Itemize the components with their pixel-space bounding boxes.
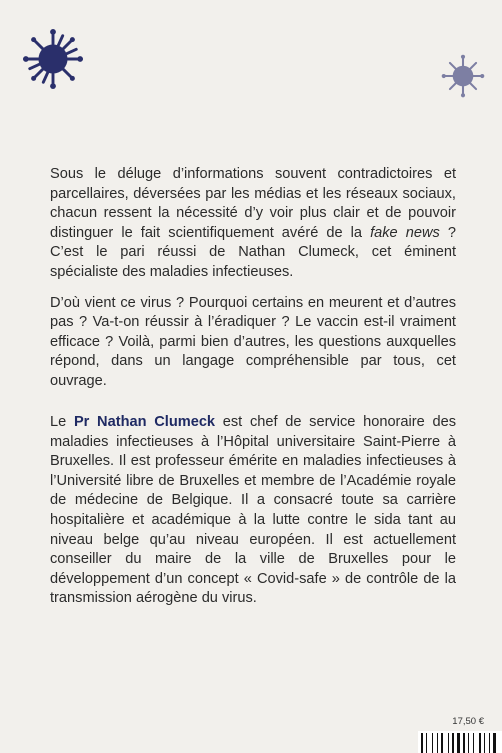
bio-text: est chef de service honoraire des maladies infectieuses à l’Hôpital universitaire Saint-Pierre à Bruxelles. Il est professeur émérite en maladies infectieuses à l’Université libre de Bruxelles et membre de l’Académie royale de médecine de Belgique. Il a consacré toute sa carrière hospitalière et académique à la lutte contre le sida tant au niveau belge qu’au niveau européen. Il est actuellement conseiller du maire de la ville de Bruxelles pour le développement d’un concept « Covid-safe » de contrôle de la transmission aérogène du virus. (50, 414, 456, 607)
barcode-bar (457, 733, 460, 753)
summary-paragraph-2: D’où vient ce virus ? Pourquoi certains en meurent et d’autres pas ? Va-t-on réussir à l’éradiquer ? Le vaccin est-il vraiment efficace ? Voilà, parmi bien d’autres, les questions auxquelles répond, dans un langage compréhensible par tous, cet ouvrage. (50, 294, 456, 389)
fake-news-term: fake news (370, 224, 440, 241)
barcode-bar (468, 733, 469, 753)
price-label: 17,50 € (452, 716, 484, 727)
barcode-bar (463, 733, 465, 753)
barcode-bar (484, 733, 485, 753)
back-cover-summary (50, 165, 456, 403)
barcode-bar (489, 733, 490, 753)
barcode-bar (437, 733, 438, 753)
barcode-bar (448, 733, 449, 753)
barcode (418, 731, 502, 753)
summary-text: Sous le déluge d’informations souvent contradictoires et parcellaires, déversées par les médias et les réseaux sociaux, chacun ressent la nécessité d’y voir plus clair et de pouvoir distinguer le fait scientifiquement avéré de la (50, 166, 456, 241)
barcode-bar (421, 733, 423, 753)
author-bio (50, 413, 456, 620)
barcode-bar (473, 733, 474, 753)
summary-paragraph-1 (50, 165, 456, 283)
barcode-bar (426, 733, 427, 753)
virus-icon (441, 54, 485, 98)
barcode-bar (479, 733, 481, 753)
barcode-bar (432, 733, 433, 753)
author-bio-paragraph (50, 413, 456, 609)
bio-prefix: Le (50, 414, 74, 430)
virus-icon (22, 28, 84, 90)
barcode-bar (493, 733, 496, 753)
author-name: Pr Nathan Clumeck (73, 414, 216, 430)
summary-text: ? C’est le pari réussi de Nathan Clumeck, cet éminent spécialiste des maladies infectieuses. (50, 224, 456, 280)
barcode-bar (452, 733, 454, 753)
barcode-bar (441, 733, 443, 753)
